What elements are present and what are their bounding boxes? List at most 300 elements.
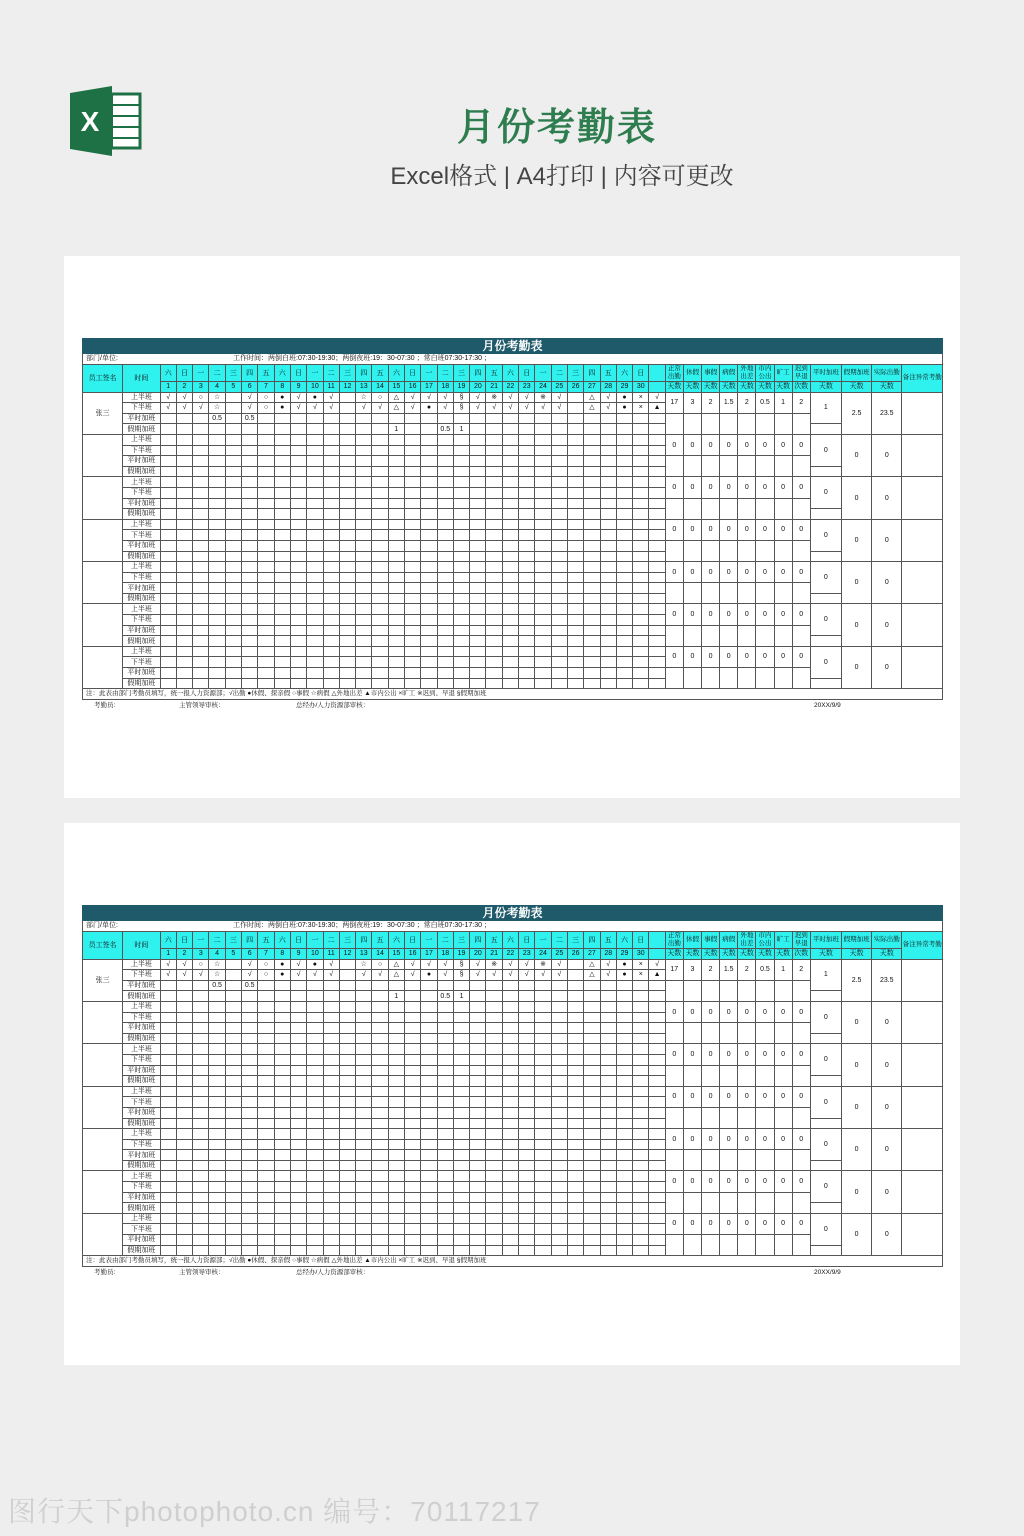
- attendance-mark-cell: [193, 657, 209, 668]
- attendance-mark-cell: [339, 970, 355, 981]
- attendance-mark-cell: [193, 1171, 209, 1182]
- attendance-mark-cell: [470, 1023, 486, 1034]
- attendance-mark-cell: [453, 1076, 469, 1087]
- attendance-mark-cell: [519, 1224, 535, 1235]
- attendance-mark-cell: [339, 1182, 355, 1193]
- attendance-mark-cell: [209, 1192, 225, 1203]
- attendance-mark-cell: [405, 1065, 421, 1076]
- attendance-mark-cell: [551, 1107, 567, 1118]
- attendance-mark-cell: [176, 991, 192, 1002]
- attendance-mark-cell: [470, 1150, 486, 1161]
- attendance-mark-cell: [372, 509, 388, 520]
- weekday-cell: 五: [258, 932, 274, 949]
- remark-cell: [902, 1129, 943, 1171]
- attendance-mark-cell: [193, 604, 209, 615]
- attendance-mark-cell: [258, 1203, 274, 1214]
- attendance-mark-cell: [176, 562, 192, 573]
- attendance-mark-cell: [356, 466, 372, 477]
- summary-unit: 天数: [720, 949, 738, 960]
- attendance-mark-cell: [616, 657, 632, 668]
- attendance-mark-cell: [160, 466, 176, 477]
- summary-blank: [756, 1235, 774, 1256]
- attendance-mark-cell: [193, 413, 209, 424]
- summary-value: 0: [792, 1044, 810, 1065]
- row-type-label: 假期加班: [123, 1245, 160, 1256]
- attendance-mark-cell: [421, 424, 437, 435]
- attendance-mark-cell: [323, 980, 339, 991]
- attendance-mark-cell: [356, 1192, 372, 1203]
- attendance-mark-cell: [225, 477, 241, 488]
- attendance-mark-cell: [600, 487, 616, 498]
- summary-value: 0: [702, 562, 720, 583]
- attendance-mark-cell: [307, 413, 323, 424]
- summary-value: 0: [774, 434, 792, 455]
- attendance-mark-cell: [567, 1150, 583, 1161]
- attendance-mark-cell: [290, 530, 306, 541]
- attendance-mark-cell: [339, 1001, 355, 1012]
- attendance-mark-cell: [388, 1107, 404, 1118]
- attendance-mark-cell: [616, 1150, 632, 1161]
- attendance-mark-cell: [290, 466, 306, 477]
- row-type-label: 下半班: [123, 1097, 160, 1108]
- attendance-mark-cell: [372, 1118, 388, 1129]
- summary-blank: [665, 498, 683, 519]
- attendance-mark-cell: [535, 562, 551, 573]
- summary-value: 0: [756, 434, 774, 455]
- attendance-mark-cell: [405, 424, 421, 435]
- attendance-mark-cell: [486, 530, 502, 541]
- row-type-label: 假期加班: [123, 424, 160, 435]
- attendance-mark-cell: [633, 562, 649, 573]
- attendance-mark-cell: [649, 1129, 665, 1140]
- attendance-mark-cell: [176, 509, 192, 520]
- attendance-mark-cell: [225, 991, 241, 1002]
- attendance-mark-cell: [388, 1086, 404, 1097]
- attendance-mark-cell: [535, 604, 551, 615]
- attendance-mark-cell: [405, 540, 421, 551]
- attendance-mark-cell: [421, 1044, 437, 1055]
- attendance-mark-cell: √: [405, 403, 421, 414]
- row-type-label: 下半班: [123, 487, 160, 498]
- attendance-mark-cell: √: [551, 959, 567, 970]
- attendance-mark-cell: [356, 1107, 372, 1118]
- attendance-mark-cell: [290, 980, 306, 991]
- attendance-mark-cell: [502, 413, 518, 424]
- attendance-mark-cell: [388, 668, 404, 679]
- weekday-cell: 日: [633, 932, 649, 949]
- summary-header: 实际出勤: [872, 932, 902, 949]
- attendance-mark-cell: [535, 498, 551, 509]
- summary-unit: 天数: [738, 382, 756, 393]
- attendance-mark-cell: [405, 1129, 421, 1140]
- attendance-mark-cell: [421, 1076, 437, 1087]
- attendance-mark-cell: [176, 540, 192, 551]
- attendance-mark-cell: [405, 466, 421, 477]
- attendance-mark-cell: [519, 678, 535, 689]
- attendance-mark-cell: [274, 980, 290, 991]
- attendance-mark-cell: [356, 1118, 372, 1129]
- attendance-mark-cell: [258, 466, 274, 477]
- attendance-mark-cell: [388, 1097, 404, 1108]
- attendance-mark-cell: [649, 1065, 665, 1076]
- attendance-mark-cell: [242, 604, 258, 615]
- summary-value: 0: [810, 646, 841, 678]
- attendance-mark-cell: [258, 657, 274, 668]
- attendance-mark-cell: [193, 625, 209, 636]
- summary-value: 0: [720, 646, 738, 667]
- summary-value: 0: [738, 646, 756, 667]
- attendance-mark-cell: [421, 445, 437, 456]
- attendance-mark-cell: √: [372, 970, 388, 981]
- attendance-mark-cell: [600, 1160, 616, 1171]
- attendance-mark-cell: [225, 424, 241, 435]
- attendance-mark-cell: 1: [388, 991, 404, 1002]
- attendance-mark-cell: [258, 1213, 274, 1224]
- attendance-mark-cell: [242, 636, 258, 647]
- attendance-mark-cell: [535, 1171, 551, 1182]
- attendance-mark-cell: [356, 1097, 372, 1108]
- attendance-mark-cell: [437, 456, 453, 467]
- day-number-cell: 23: [519, 949, 535, 960]
- attendance-mark-cell: [307, 1139, 323, 1150]
- attendance-mark-cell: [649, 445, 665, 456]
- attendance-mark-cell: [323, 991, 339, 1002]
- attendance-mark-cell: [388, 1203, 404, 1214]
- attendance-mark-cell: [258, 1065, 274, 1076]
- attendance-mark-cell: [323, 1192, 339, 1203]
- summary-value: 0: [738, 477, 756, 498]
- weekday-cell: 二: [323, 932, 339, 949]
- attendance-mark-cell: [160, 1129, 176, 1140]
- attendance-mark-cell: [405, 615, 421, 626]
- attendance-mark-cell: [486, 1150, 502, 1161]
- attendance-mark-cell: [176, 1033, 192, 1044]
- attendance-mark-cell: [274, 1086, 290, 1097]
- attendance-mark-cell: [437, 1160, 453, 1171]
- attendance-mark-cell: [323, 1245, 339, 1256]
- attendance-mark-cell: √: [307, 970, 323, 981]
- attendance-mark-cell: [649, 668, 665, 679]
- summary-blank: [720, 498, 738, 519]
- attendance-mark-cell: [470, 413, 486, 424]
- weekday-cell: 日: [633, 365, 649, 382]
- attendance-mark-cell: [258, 1012, 274, 1023]
- summary-value: 0: [720, 1213, 738, 1234]
- attendance-mark-cell: [307, 1023, 323, 1034]
- attendance-mark-cell: [209, 1235, 225, 1246]
- weekday-cell: 一: [535, 932, 551, 949]
- summary-blank: [774, 1023, 792, 1044]
- attendance-mark-cell: [405, 519, 421, 530]
- attendance-mark-cell: [225, 392, 241, 403]
- table-row: [83, 392, 943, 403]
- summary-blank: [792, 1107, 810, 1128]
- attendance-mark-cell: [242, 572, 258, 583]
- attendance-mark-cell: [486, 980, 502, 991]
- attendance-mark-cell: [600, 991, 616, 1002]
- attendance-mark-cell: [258, 1160, 274, 1171]
- day-number-cell: 27: [584, 949, 600, 960]
- attendance-mark-cell: ☆: [209, 970, 225, 981]
- summary-blank: [792, 540, 810, 561]
- day-number-cell: 23: [519, 382, 535, 393]
- attendance-mark-cell: [519, 456, 535, 467]
- attendance-mark-cell: [486, 562, 502, 573]
- attendance-mark-cell: [274, 991, 290, 1002]
- attendance-mark-cell: [616, 1107, 632, 1118]
- row-type-label: 上半班: [123, 519, 160, 530]
- attendance-mark-cell: [453, 540, 469, 551]
- attendance-mark-cell: [486, 991, 502, 1002]
- attendance-mark-cell: [567, 1182, 583, 1193]
- weekday-cell: 六: [274, 365, 290, 382]
- summary-value: 0: [872, 434, 902, 476]
- attendance-mark-cell: [405, 498, 421, 509]
- summary-unit: 天数: [841, 382, 871, 393]
- attendance-mark-cell: [225, 1033, 241, 1044]
- attendance-mark-cell: [193, 668, 209, 679]
- attendance-mark-cell: [535, 1224, 551, 1235]
- attendance-mark-cell: [567, 1097, 583, 1108]
- attendance-mark-cell: [193, 519, 209, 530]
- summary-unit: 天数: [756, 382, 774, 393]
- row-type-label: 下半班: [123, 657, 160, 668]
- col-header-time: 时间: [123, 932, 160, 960]
- table-row: [83, 1118, 943, 1129]
- attendance-mark-cell: [372, 657, 388, 668]
- attendance-mark-cell: [633, 519, 649, 530]
- attendance-mark-cell: [193, 562, 209, 573]
- summary-blank: [702, 1023, 720, 1044]
- attendance-mark-cell: [209, 646, 225, 657]
- attendance-mark-cell: [307, 487, 323, 498]
- summary-value: 0: [872, 1086, 902, 1128]
- attendance-mark-cell: [176, 1097, 192, 1108]
- summary-blank: [683, 456, 701, 477]
- attendance-mark-cell: [535, 678, 551, 689]
- summary-value: 0: [841, 519, 871, 561]
- summary-value: 0: [665, 1001, 683, 1022]
- attendance-mark-cell: [567, 562, 583, 573]
- attendance-mark-cell: [307, 991, 323, 1002]
- attendance-mark-cell: [633, 498, 649, 509]
- attendance-mark-cell: [502, 1150, 518, 1161]
- summary-blank: [738, 1235, 756, 1256]
- attendance-mark-cell: [356, 1224, 372, 1235]
- attendance-mark-cell: [274, 1001, 290, 1012]
- summary-value: 23.5: [872, 392, 902, 434]
- summary-blank: [702, 540, 720, 561]
- attendance-mark-cell: [290, 540, 306, 551]
- attendance-mark-cell: [633, 1182, 649, 1193]
- page-subtitle: Excel格式 | A4打印 | 内容可更改: [390, 163, 734, 190]
- attendance-mark-cell: [584, 1001, 600, 1012]
- summary-value: 0: [720, 1001, 738, 1022]
- attendance-mark-cell: [535, 1203, 551, 1214]
- attendance-mark-cell: [551, 678, 567, 689]
- attendance-mark-cell: [453, 583, 469, 594]
- attendance-mark-cell: [616, 519, 632, 530]
- summary-value: 0: [792, 1213, 810, 1234]
- attendance-mark-cell: √: [323, 403, 339, 414]
- attendance-mark-cell: [372, 1023, 388, 1034]
- attendance-mark-cell: [421, 1001, 437, 1012]
- attendance-mark-cell: [649, 1224, 665, 1235]
- attendance-mark-cell: [307, 424, 323, 435]
- day-number-cell: 2: [176, 382, 192, 393]
- employee-name-cell: [83, 477, 123, 519]
- attendance-mark-cell: [600, 1182, 616, 1193]
- attendance-mark-cell: [535, 615, 551, 626]
- attendance-mark-cell: [242, 1001, 258, 1012]
- attendance-mark-cell: [470, 583, 486, 594]
- attendance-mark-cell: [535, 1245, 551, 1256]
- attendance-mark-cell: [470, 424, 486, 435]
- attendance-mark-cell: [290, 1171, 306, 1182]
- attendance-mark-cell: [193, 980, 209, 991]
- attendance-mark-cell: [567, 456, 583, 467]
- attendance-mark-cell: [307, 593, 323, 604]
- attendance-mark-cell: [519, 1065, 535, 1076]
- attendance-mark-cell: [486, 668, 502, 679]
- attendance-mark-cell: [421, 477, 437, 488]
- attendance-mark-cell: [290, 991, 306, 1002]
- attendance-mark-cell: [584, 424, 600, 435]
- attendance-mark-cell: √: [405, 959, 421, 970]
- attendance-mark-cell: [405, 1213, 421, 1224]
- attendance-mark-cell: [160, 424, 176, 435]
- attendance-mark-cell: [453, 1160, 469, 1171]
- attendance-mark-cell: [372, 1139, 388, 1150]
- weekday-cell: 一: [193, 365, 209, 382]
- attendance-mark-cell: △: [388, 392, 404, 403]
- attendance-mark-cell: [339, 1171, 355, 1182]
- summary-blank: [720, 413, 738, 434]
- day-number-cell: 24: [535, 382, 551, 393]
- attendance-mark-cell: [209, 1203, 225, 1214]
- attendance-mark-cell: [584, 678, 600, 689]
- attendance-mark-cell: [437, 1192, 453, 1203]
- remark-cell: [902, 1086, 943, 1128]
- attendance-mark-cell: [339, 530, 355, 541]
- attendance-mark-cell: [225, 1023, 241, 1034]
- attendance-mark-cell: [453, 1235, 469, 1246]
- attendance-mark-cell: [323, 1118, 339, 1129]
- attendance-mark-cell: [486, 1224, 502, 1235]
- attendance-mark-cell: [470, 625, 486, 636]
- summary-value: 0: [792, 519, 810, 540]
- attendance-mark-cell: [160, 572, 176, 583]
- attendance-mark-cell: [356, 1139, 372, 1150]
- attendance-mark-cell: √: [176, 392, 192, 403]
- attendance-mark-cell: [323, 498, 339, 509]
- attendance-mark-cell: [551, 1076, 567, 1087]
- summary-value: 0: [720, 1044, 738, 1065]
- attendance-mark-cell: [405, 1160, 421, 1171]
- table-row: [83, 466, 943, 477]
- attendance-mark-cell: [502, 519, 518, 530]
- attendance-mark-cell: [356, 1033, 372, 1044]
- attendance-mark-cell: [323, 1033, 339, 1044]
- summary-blank: [720, 980, 738, 1001]
- attendance-mark-cell: [437, 1086, 453, 1097]
- attendance-mark-cell: [421, 646, 437, 657]
- weekday-cell: 四: [242, 932, 258, 949]
- attendance-mark-cell: √: [160, 392, 176, 403]
- summary-blank: [792, 456, 810, 477]
- attendance-mark-cell: [242, 519, 258, 530]
- attendance-mark-cell: [160, 1139, 176, 1150]
- attendance-mark-cell: [339, 1023, 355, 1034]
- attendance-mark-cell: [551, 636, 567, 647]
- attendance-mark-cell: 0.5: [209, 413, 225, 424]
- attendance-mark-cell: [567, 1001, 583, 1012]
- remark-cell: [902, 959, 943, 1001]
- attendance-mark-cell: [323, 434, 339, 445]
- attendance-mark-cell: [600, 1139, 616, 1150]
- weekday-cell: 一: [421, 365, 437, 382]
- summary-blank: [810, 509, 841, 520]
- attendance-mark-cell: [372, 1065, 388, 1076]
- attendance-mark-cell: [486, 615, 502, 626]
- attendance-mark-cell: [356, 509, 372, 520]
- attendance-mark-cell: [176, 498, 192, 509]
- attendance-mark-cell: [372, 980, 388, 991]
- summary-blank: [738, 498, 756, 519]
- attendance-mark-cell: [209, 445, 225, 456]
- summary-value: 0: [872, 562, 902, 604]
- attendance-mark-cell: [633, 1171, 649, 1182]
- attendance-mark-cell: [470, 1097, 486, 1108]
- attendance-mark-cell: [486, 1076, 502, 1087]
- attendance-mark-cell: √: [160, 970, 176, 981]
- attendance-mark-cell: [323, 1213, 339, 1224]
- attendance-mark-cell: [437, 1171, 453, 1182]
- attendance-mark-cell: [339, 487, 355, 498]
- attendance-mark-cell: [600, 1203, 616, 1214]
- attendance-mark-cell: [649, 1044, 665, 1055]
- attendance-mark-cell: [242, 1065, 258, 1076]
- attendance-mark-cell: [633, 551, 649, 562]
- day-number-cell: 29: [616, 949, 632, 960]
- summary-blank: [665, 583, 683, 604]
- attendance-mark-cell: [600, 636, 616, 647]
- attendance-mark-cell: [633, 445, 649, 456]
- attendance-mark-cell: [209, 1086, 225, 1097]
- row-type-label: 平时加班: [123, 1235, 160, 1246]
- row-type-label: 假期加班: [123, 991, 160, 1002]
- attendance-mark-cell: [274, 1139, 290, 1150]
- attendance-mark-cell: [633, 509, 649, 520]
- attendance-mark-cell: [502, 530, 518, 541]
- summary-blank: [756, 1192, 774, 1213]
- attendance-mark-cell: [633, 668, 649, 679]
- row-type-label: 假期加班: [123, 466, 160, 477]
- summary-value: 2: [738, 959, 756, 980]
- attendance-mark-cell: [388, 1001, 404, 1012]
- attendance-mark-cell: [616, 1245, 632, 1256]
- attendance-mark-cell: [486, 456, 502, 467]
- attendance-mark-cell: √: [486, 403, 502, 414]
- attendance-mark-cell: [372, 1012, 388, 1023]
- attendance-mark-cell: [209, 1054, 225, 1065]
- attendance-mark-cell: [274, 1118, 290, 1129]
- attendance-mark-cell: [372, 1171, 388, 1182]
- attendance-mark-cell: [225, 509, 241, 520]
- attendance-mark-cell: [502, 1054, 518, 1065]
- attendance-mark-cell: [633, 487, 649, 498]
- attendance-mark-cell: [307, 1203, 323, 1214]
